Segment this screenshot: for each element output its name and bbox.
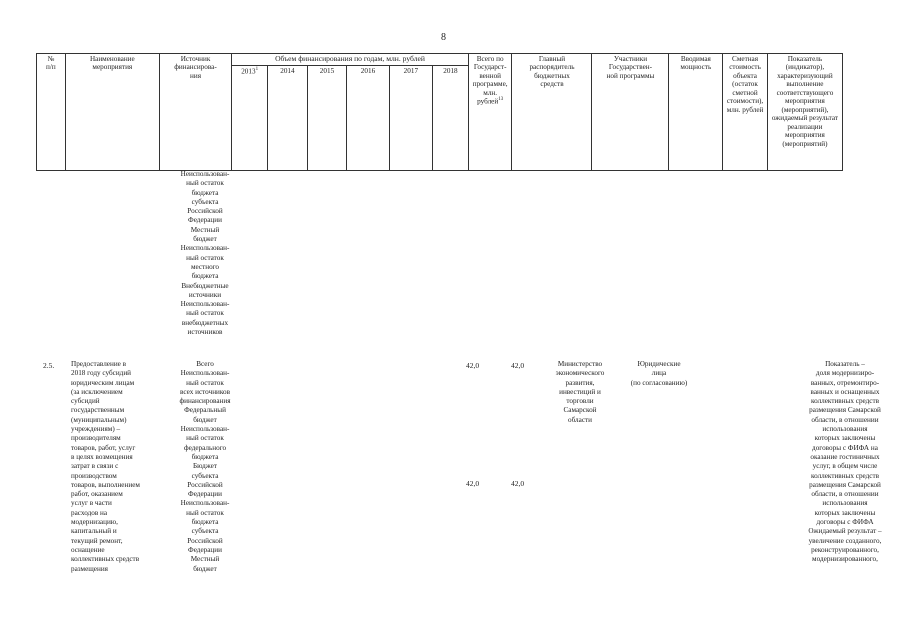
header-year-2014: 2014 bbox=[268, 66, 308, 171]
header-total bbox=[468, 54, 512, 171]
year-2013-sup: 1 bbox=[255, 67, 259, 72]
row-number: 2.5. bbox=[43, 361, 55, 370]
header-total-sup: 13 bbox=[498, 97, 504, 103]
row-name: Предоставление в 2018 году субсидий юридическим лицам (за исключением субсидий государственным (муниципальным) учреждениям) – производителям товаров, работ, услуг в целях возмещения затрат в связи с производством товаров, выполнением работ, оказанием услуг в части расходов на модернизацию, капитальный и текущий ремонт, оснащение коллективных средств размещения bbox=[71, 360, 140, 573]
header-year-2015: 2015 bbox=[307, 66, 347, 171]
header-participants: Участники Государствен- ной программы bbox=[592, 54, 669, 171]
header-year-2017: 2017 bbox=[389, 66, 432, 171]
header-year-2018: 2018 bbox=[433, 66, 469, 171]
header-cost: Сметная стоимость объекта (остаток сметной стоимости), млн. рублей bbox=[723, 54, 768, 171]
page-number: 8 bbox=[441, 32, 446, 43]
total-program-value: 42,0 bbox=[511, 361, 525, 370]
header-admin: Главный распорядитель бюджетных средств bbox=[512, 54, 592, 171]
regional-program-value: 42,0 bbox=[511, 479, 525, 488]
row-indicator: Показатель – доля модернизиро- ванных, отремонтиро- ванных и оснащенных коллективных средств размещения Самарской области, в отношении использования которых заключены договоры с ФИФА на оказание гостиничных услуг, в общем числе коллективных средств размещения Самарской области, в отношении использования которых заключены договоры с ФИФА Ожидаемый результат – увеличение созданного, реконструированного, модернизированного, bbox=[808, 360, 882, 564]
row-participants: Юридические лица (по согласованию) bbox=[630, 360, 688, 387]
header-capacity: Вводимая мощность bbox=[669, 54, 723, 171]
header-number: № п/п bbox=[37, 54, 66, 171]
header-year-2013 bbox=[232, 66, 268, 171]
header-volume: Объем финансирования по годам, млн. рублей bbox=[232, 54, 469, 66]
header-total-text: Всего по Государст- венной программе, млн. рублей bbox=[472, 55, 508, 106]
total-2018-value: 42,0 bbox=[466, 361, 480, 370]
header-indicator: Показатель (индикатор), характеризующий выполнение соответствующего мероприятия (мероприятий), ожидаемый результат реализации мероприятия (мероприятий) bbox=[767, 54, 842, 171]
header-year-2016: 2016 bbox=[347, 66, 389, 171]
regional-2018-value: 42,0 bbox=[466, 479, 480, 488]
row-admin: Министерство экономического развития, инвестиций и торговли Самарской области bbox=[555, 360, 605, 424]
top-sources-list: Неиспользован- ный остаток бюджета субъекта Российской Федерации Местный бюджет Неиспользован- ный остаток местного бюджета Внебюджетные источники Неиспользован- ный остаток внебюджетных источников bbox=[180, 170, 230, 337]
header-source: Источник финансирова- ния bbox=[159, 54, 231, 171]
program-table-header bbox=[36, 53, 843, 171]
row-sources-list: Всего Неиспользован- ный остаток всех источников финансирования Федеральный бюджет Неиспользован- ный остаток федерального бюджета Бюджет субъекта Российской Федерации Неиспользован- ный остаток бюджета субъекта Российской Федерации Местный бюджет bbox=[179, 360, 231, 573]
year-2013: 2013 bbox=[241, 67, 256, 76]
header-name: Наименование мероприятия bbox=[65, 54, 159, 171]
